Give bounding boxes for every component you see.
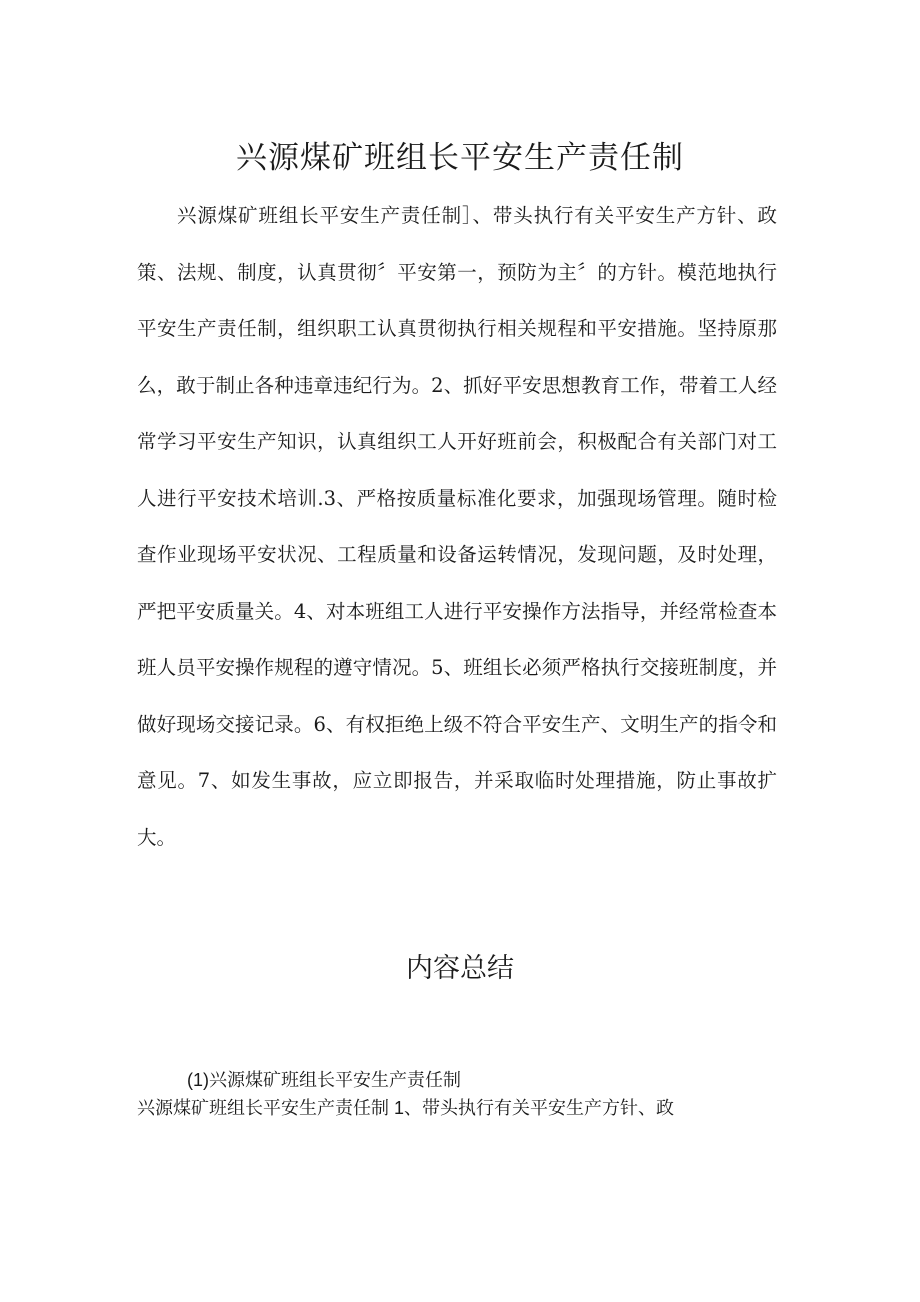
document-title: 兴源煤矿班组长平安生产责任制 (236, 139, 684, 176)
body-paragraph: 兴源煤矿班组长平安生产责任制］、带头执行有关平安生产方针、政策、法规、制度，认真贯彻〞平安第一，预防为主〞的方针。模范地执行平安生产责任制，组织职工认真贯彻执行相关规程和平安措施。坚持原那么，敢于制止各种违章违纪行为。2、抓好平安思想教育工作，带着工人经常学习平安生产知识，认真组织工人开好班前会，积极配合有关部门对工人进行平安技术培训.3、严格按质量标准化要求，加强现场管理。随时检查作业现场平安状况、工程质量和设备运转情况，发现问题，及时处理，严把平安质量关。4、对本班组工人进行平安操作方法指导，并经常检查本班人员平安操作规程的遵守情况。5、班组长必须严格执行交接班制度，并做好现场交接记录。6、有权拒绝上级不符合平安生产、文明生产的指令和意见。7、如发生事故，应立即报告，并采取临时处理措施，防止事故扩大。 (137, 204, 777, 849)
summary-item-text: 兴源煤矿班组长平安生产责任制 1、带头执行有关平安生产方针、政 (137, 1098, 675, 1118)
summary-item-title: (1)兴源煤矿班组长平安生产责任制 (187, 1070, 461, 1090)
summary-heading: 内容总结 (406, 953, 514, 985)
